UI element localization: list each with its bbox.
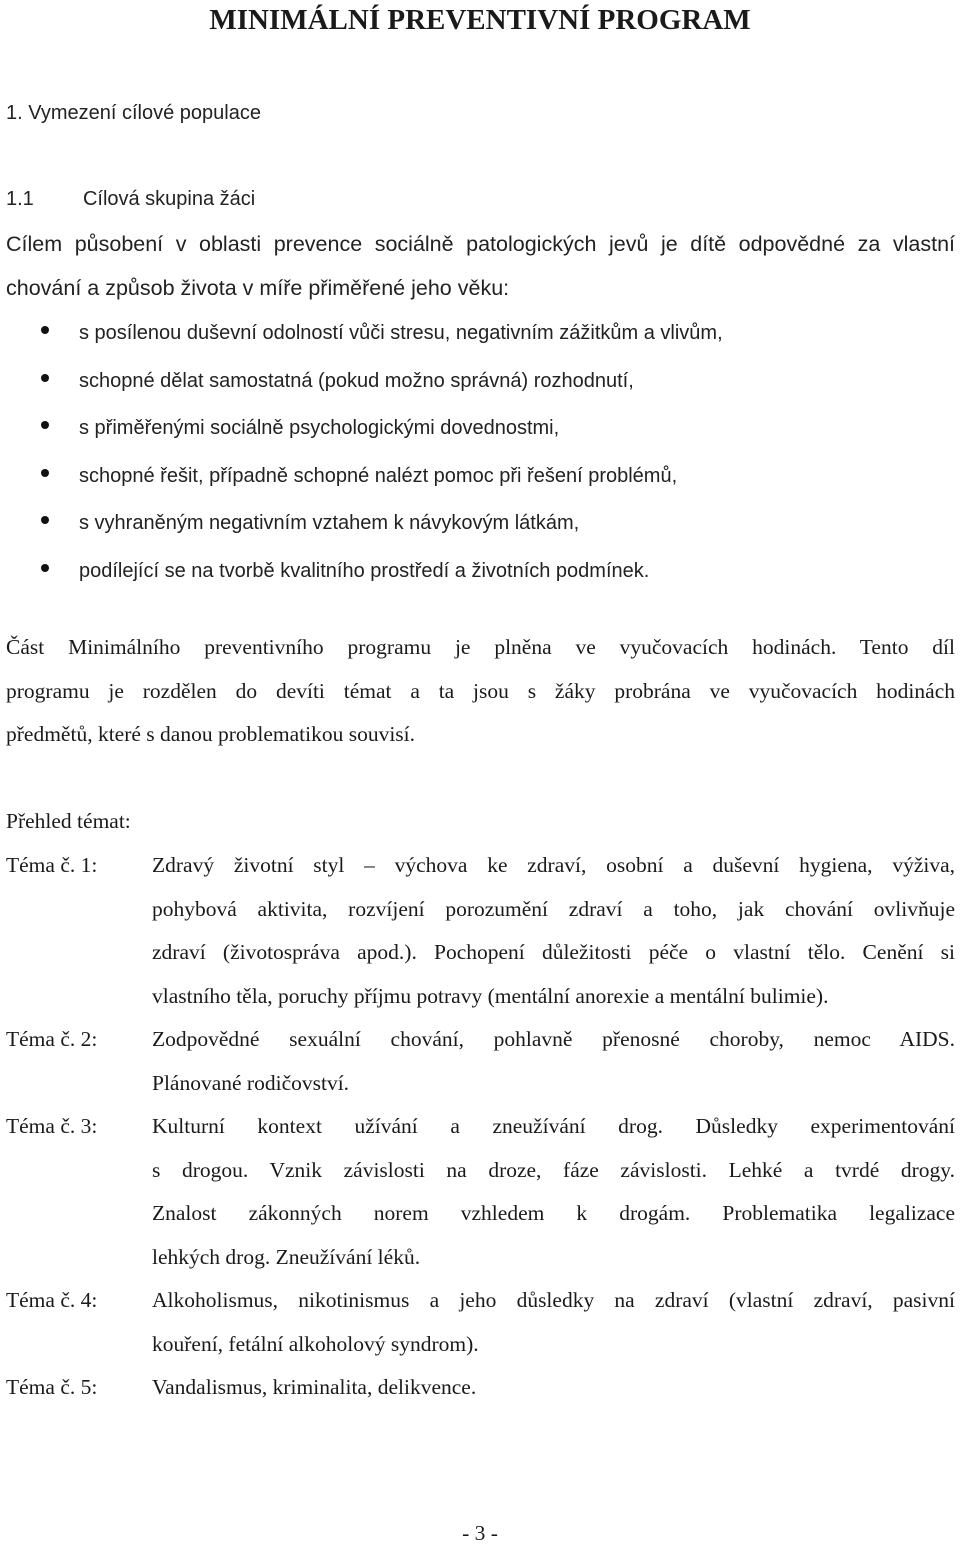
topic-label: Téma č. 5:	[6, 1375, 98, 1399]
list-item-text: podílející se na tvorbě kvalitního prostředí a životních podmínek.	[79, 559, 650, 582]
topic-text	[152, 1113, 955, 1287]
topic-label: Téma č. 1:	[6, 853, 98, 877]
topic-line: kouření, fetální alkoholový syndrom).	[152, 1331, 479, 1356]
section-heading: 1. Vymezení cílové populace	[6, 102, 261, 124]
topic-label: Téma č. 3:	[6, 1114, 98, 1138]
page-number: - 3 -	[462, 1521, 498, 1545]
topic-line: Plánované rodičovství.	[152, 1070, 350, 1095]
bullet-icon	[41, 421, 49, 429]
subsection-heading	[6, 186, 255, 212]
topic-line: Zdravý životní styl – výchova ke zdraví, osobní a duševní hygiena, výživa,	[152, 853, 955, 877]
paragraph-line: předmětů, které s danou problematikou souvisí.	[6, 722, 416, 746]
topic-text	[152, 1026, 955, 1113]
topic-line: s drogou. Vznik závislosti na droze, fáze závislosti. Lehké a tvrdé drogy.	[152, 1157, 955, 1182]
intro-line: Cílem působení v oblasti prevence sociálně patologických jevů je dítě odpovědné za vlastní	[6, 232, 955, 256]
topic-line: Vandalismus, kriminalita, delikvence.	[152, 1375, 477, 1399]
bullet-icon	[41, 516, 49, 524]
list-item-text: s vyhraněným negativním vztahem k návykovým látkám,	[79, 512, 580, 534]
topic-line: zdraví (životospráva apod.). Pochopení důležitosti péče o vlastní tělo. Cenění si	[152, 940, 955, 964]
list-item-text: schopné řešit, případně schopné nalézt pomoc při řešení problémů,	[79, 464, 678, 487]
intro-line: chování a způsob života v míře přiměřené jeho věku:	[6, 275, 510, 300]
topic-line: vlastního těla, poruchy příjmu potravy (mentální anorexie a mentální bulimie).	[152, 983, 829, 1008]
overview-label: Přehled témat:	[6, 809, 131, 833]
intro-text	[6, 231, 955, 318]
topic-label: Téma č. 2:	[6, 1027, 98, 1051]
subsection-title: Cílová skupina žáci	[82, 188, 256, 210]
document-title: MINIMÁLNÍ PREVENTIVNÍ PROGRAM	[209, 4, 751, 36]
paragraph-line: Část Minimálního preventivního programu je plněna ve vyučovacích hodinách. Tento díl	[6, 635, 955, 659]
topic-text	[152, 1374, 955, 1418]
paragraph-line: programu je rozdělen do devíti témat a ta jsou s žáky probrána ve vyučovacích hodinách	[6, 678, 955, 703]
list-item-text: s posílenou duševní odolností vůči stresu, negativním zážitkům a vlivům,	[79, 322, 723, 344]
topic-line: Znalost zákonných norem vzhledem k drogám. Problematika legalizace	[152, 1201, 955, 1225]
bullet-icon	[41, 469, 49, 477]
topic-label: Téma č. 4:	[6, 1288, 98, 1312]
bullet-icon	[41, 326, 49, 334]
topic-line: pohybová aktivita, rozvíjení porozumění zdraví a toho, jak chování ovlivňuje	[152, 896, 955, 921]
topic-text	[152, 1287, 955, 1374]
topic-line: lehkých drog. Zneužívání léků.	[152, 1244, 421, 1269]
topic-line: Kulturní kontext užívání a zneužívání drog. Důsledky experimentování	[152, 1114, 955, 1138]
topic-line: Zodpovědné sexuální chování, pohlavně přenosné choroby, nemoc AIDS.	[152, 1027, 955, 1051]
list-item-text: s přiměřenými sociálně psychologickými dovednostmi,	[79, 417, 560, 439]
program-paragraph	[6, 634, 955, 765]
topic-line: Alkoholismus, nikotinismus a jeho důsledky na zdraví (vlastní zdraví, pasivní	[152, 1288, 955, 1312]
list-item-text: schopné dělat samostatná (pokud možno správná) rozhodnutí,	[79, 369, 634, 392]
subsection-number: 1.1	[6, 188, 34, 210]
bullet-icon	[41, 564, 49, 572]
bullet-icon	[41, 374, 49, 382]
topic-text	[152, 852, 955, 1026]
